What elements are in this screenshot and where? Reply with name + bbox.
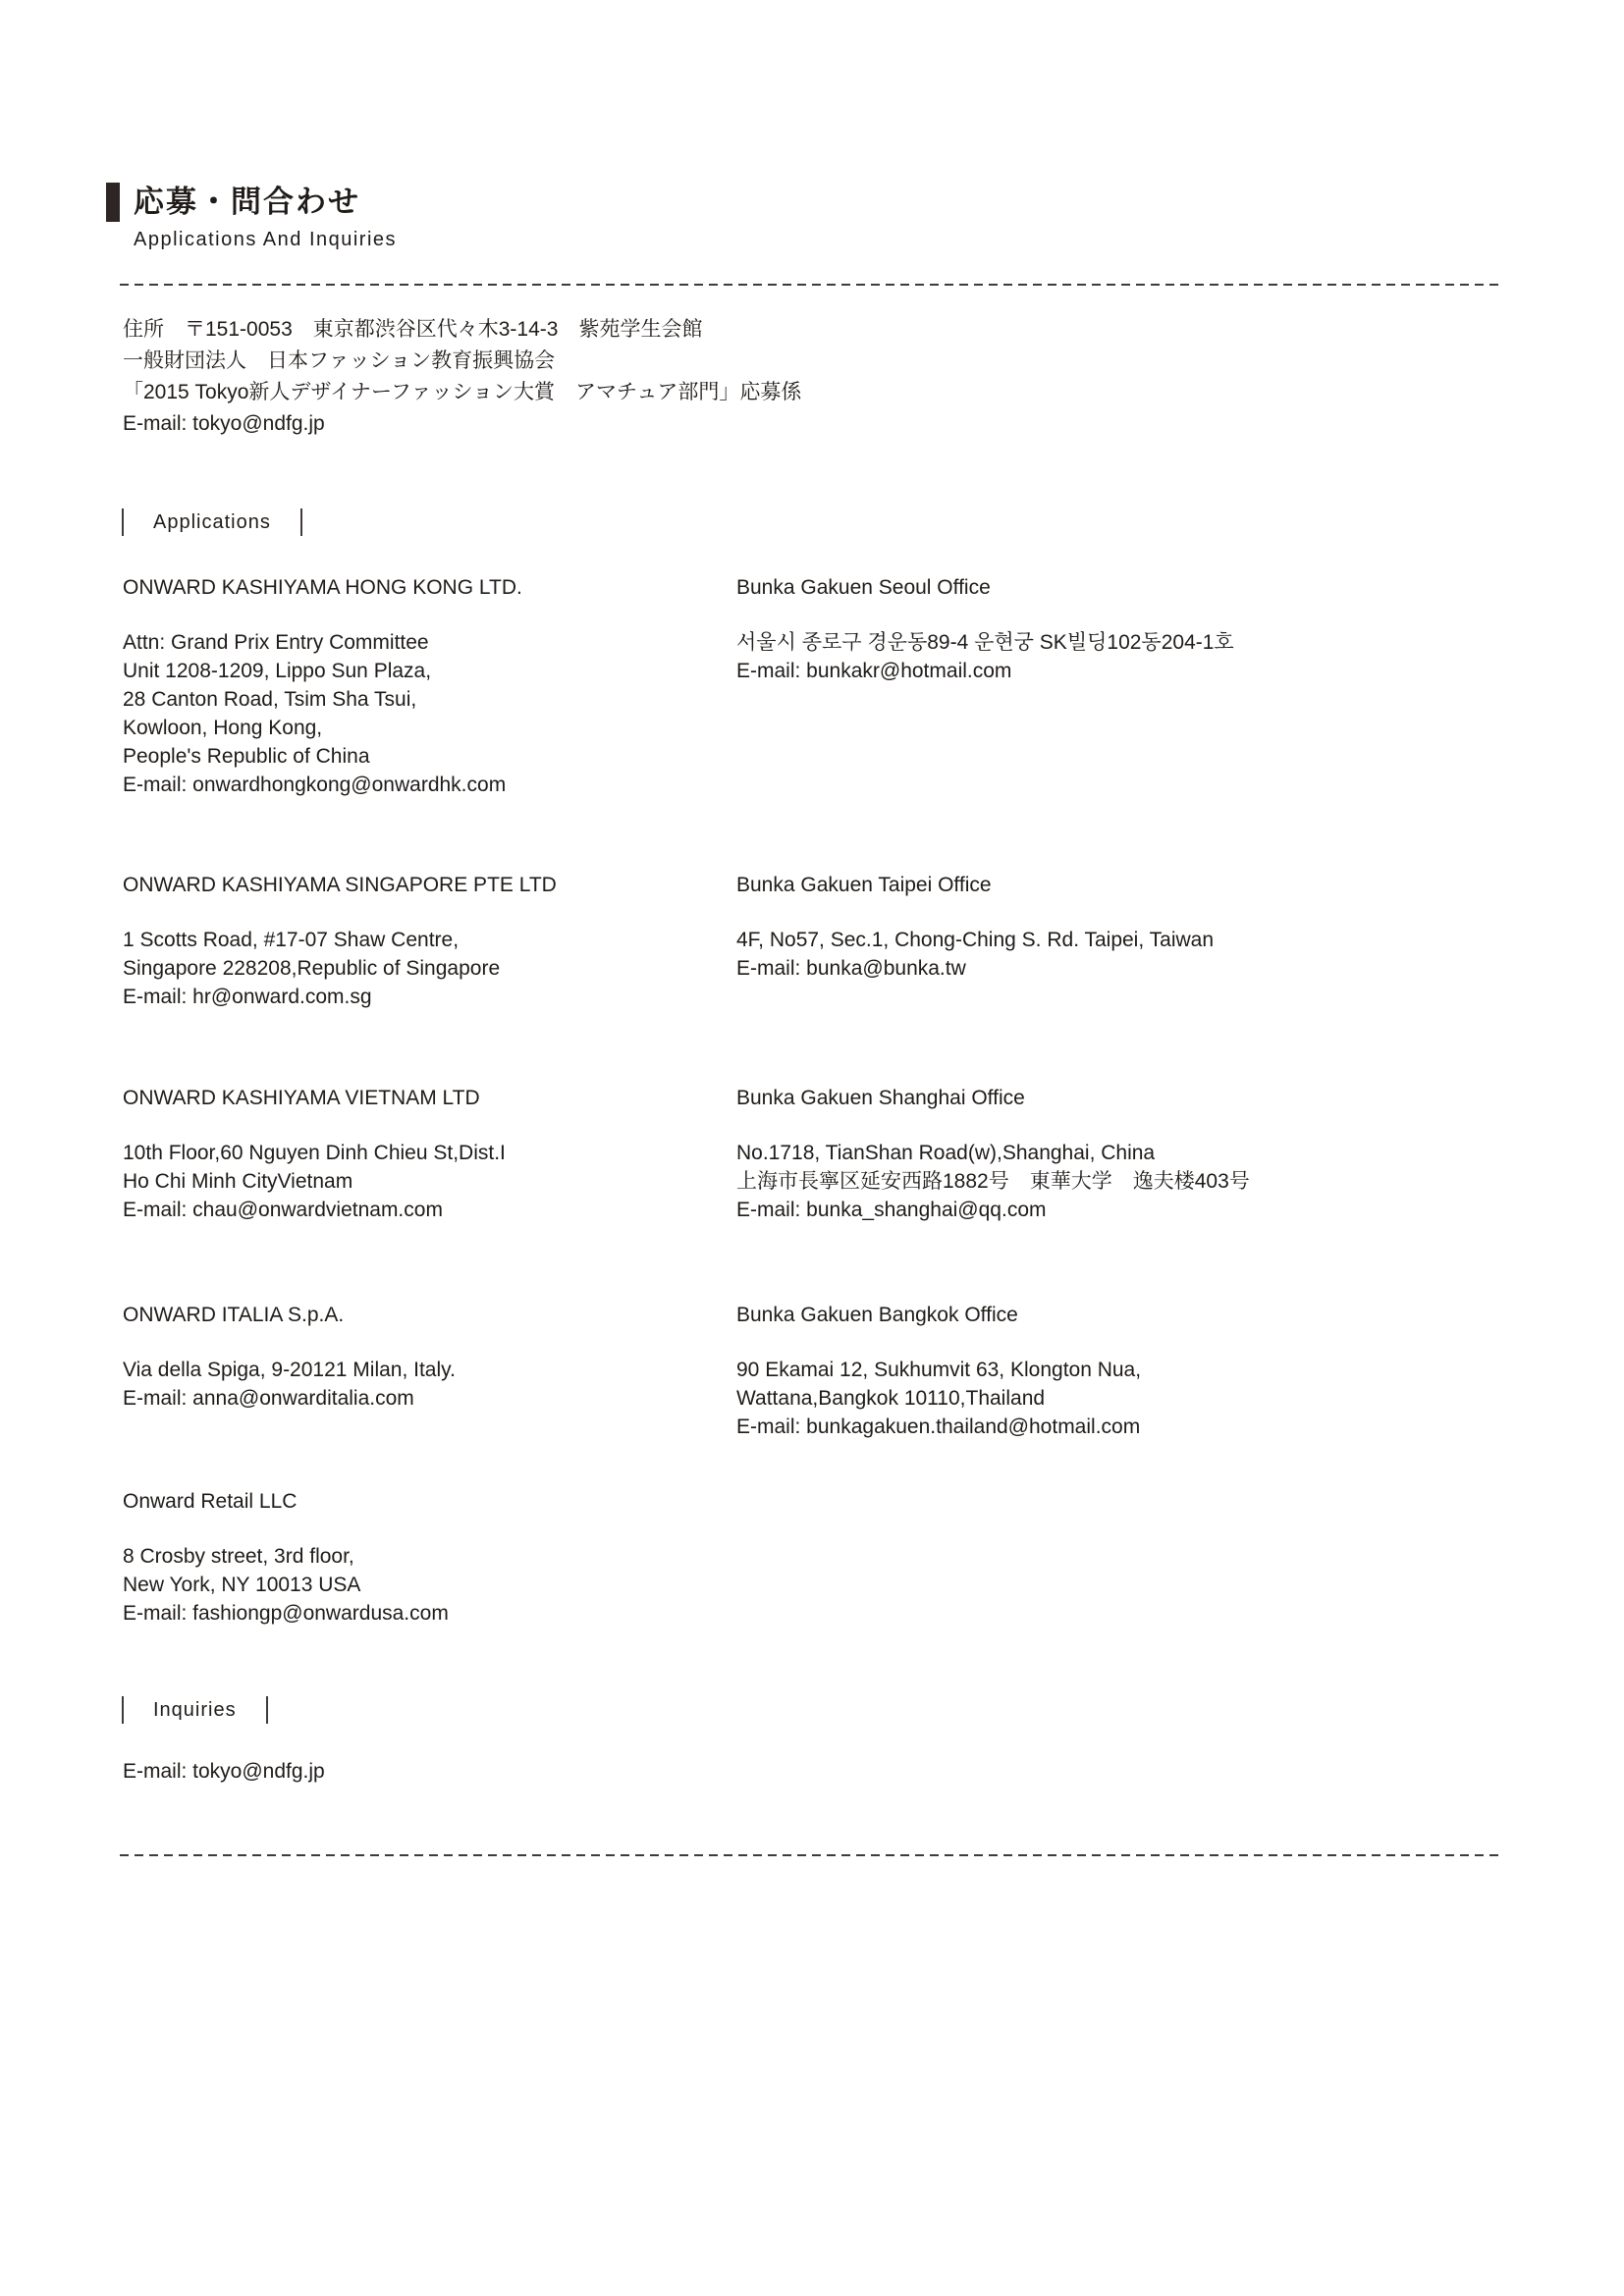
office-block-bunka-taipei xyxy=(736,871,1424,983)
office-name: ONWARD KASHIYAMA SINGAPORE PTE LTD xyxy=(123,874,557,896)
office-block-bunka-seoul xyxy=(736,573,1424,685)
office-name: Onward Retail LLC xyxy=(123,1490,298,1513)
office-address-line: No.1718, TianShan Road(w),Shanghai, China xyxy=(736,1142,1156,1164)
address-line: 「2015 Tokyo新人デザイナーファッション大賞 アマチュア部門」応募係 xyxy=(123,381,802,403)
office-name: Bunka Gakuen Bangkok Office xyxy=(736,1304,1018,1326)
page-subtitle: Applications And Inquiries xyxy=(134,229,398,250)
office-block-onward-singapore xyxy=(123,871,712,1011)
address-line: 一般財団法人 日本ファッション教育振興協会 xyxy=(123,349,556,372)
dashed-divider-top xyxy=(120,284,1504,286)
office-address-line: 上海市長寧区延安西路1882号 東華大学 逸夫楼403号 xyxy=(736,1170,1250,1193)
office-email-line: E-mail: bunkakr@hotmail.com xyxy=(736,660,1012,682)
office-address-line: Singapore 228208,Republic of Singapore xyxy=(123,957,501,980)
title-row xyxy=(106,183,397,222)
office-email-line: E-mail: hr@onward.com.sg xyxy=(123,986,372,1008)
office-email-line: E-mail: bunkagakuen.thailand@hotmail.com xyxy=(736,1415,1141,1438)
office-address-line: 서울시 종로구 경운동89-4 운현궁 SK빌딩102동204-1호 xyxy=(736,631,1234,654)
office-address xyxy=(736,1356,1424,1441)
title-accent-bar-icon xyxy=(106,183,120,222)
office-address xyxy=(123,1542,712,1628)
inquiries-section-label-text: Inquiries xyxy=(153,1698,237,1721)
office-name: ONWARD KASHIYAMA HONG KONG LTD. xyxy=(123,576,522,599)
dashed-divider-bottom xyxy=(120,1854,1504,1856)
office-email-line: E-mail: anna@onwarditalia.com xyxy=(123,1387,414,1410)
office-address xyxy=(736,1139,1424,1224)
office-name: Bunka Gakuen Taipei Office xyxy=(736,874,992,896)
office-email-line: E-mail: bunka_shanghai@qq.com xyxy=(736,1199,1047,1221)
office-name: Bunka Gakuen Shanghai Office xyxy=(736,1087,1025,1109)
office-address-line: People's Republic of China xyxy=(123,745,370,768)
page-title: 応募・問合わせ xyxy=(134,185,360,219)
office-name: ONWARD KASHIYAMA VIETNAM LTD xyxy=(123,1087,480,1109)
office-address-line: Ho Chi Minh CityVietnam xyxy=(123,1170,353,1193)
office-address xyxy=(123,926,712,1011)
office-address xyxy=(123,1139,712,1224)
office-address-line: 90 Ekamai 12, Sukhumvit 63, Klongton Nua, xyxy=(736,1359,1142,1381)
office-address-line: 4F, No57, Sec.1, Chong-Ching S. Rd. Taipei, Taiwan xyxy=(736,929,1215,951)
applications-section-label-text: Applications xyxy=(153,510,271,533)
office-address-line: Via della Spiga, 9-20121 Milan, Italy. xyxy=(123,1359,456,1381)
office-address-line: 1 Scotts Road, #17-07 Shaw Centre, xyxy=(123,929,460,951)
office-block-onward-hong-kong xyxy=(123,573,712,799)
office-address-line: 8 Crosby street, 3rd floor, xyxy=(123,1545,354,1568)
office-address xyxy=(123,628,712,799)
office-email-line: E-mail: chau@onwardvietnam.com xyxy=(123,1199,443,1221)
office-address-line: Attn: Grand Prix Entry Committee xyxy=(123,631,429,654)
office-address xyxy=(736,926,1424,983)
office-address xyxy=(123,1356,712,1413)
page-header xyxy=(106,183,397,251)
office-email-line: E-mail: bunka@bunka.tw xyxy=(736,957,966,980)
office-address-line: 10th Floor,60 Nguyen Dinh Chieu St,Dist.I xyxy=(123,1142,506,1164)
applications-section-label xyxy=(122,508,302,536)
office-name: Bunka Gakuen Seoul Office xyxy=(736,576,991,599)
office-block-onward-vietnam xyxy=(123,1084,712,1224)
office-block-onward-italia xyxy=(123,1301,712,1413)
office-address-line: Kowloon, Hong Kong, xyxy=(123,717,323,739)
postal-address-block xyxy=(123,314,801,440)
inquiries-section-label xyxy=(122,1696,268,1724)
office-address-line: 28 Canton Road, Tsim Sha Tsui, xyxy=(123,688,417,711)
office-block-onward-retail xyxy=(123,1487,712,1628)
address-line: 住所 〒151-0053 東京都渋谷区代々木3-14-3 紫苑学生会館 xyxy=(123,318,703,341)
office-address-line: New York, NY 10013 USA xyxy=(123,1574,361,1596)
office-email-line: E-mail: onwardhongkong@onwardhk.com xyxy=(123,774,507,796)
inquiries-email-line: E-mail: tokyo@ndfg.jp xyxy=(123,1760,325,1783)
office-email-line: E-mail: fashiongp@onwardusa.com xyxy=(123,1602,449,1625)
address-email-line: E-mail: tokyo@ndfg.jp xyxy=(123,412,325,435)
office-block-bunka-bangkok xyxy=(736,1301,1424,1441)
office-address xyxy=(736,628,1424,685)
office-address-line: Unit 1208-1209, Lippo Sun Plaza, xyxy=(123,660,432,682)
office-block-bunka-shanghai xyxy=(736,1084,1424,1224)
office-address-line: Wattana,Bangkok 10110,Thailand xyxy=(736,1387,1046,1410)
office-name: ONWARD ITALIA S.p.A. xyxy=(123,1304,345,1326)
